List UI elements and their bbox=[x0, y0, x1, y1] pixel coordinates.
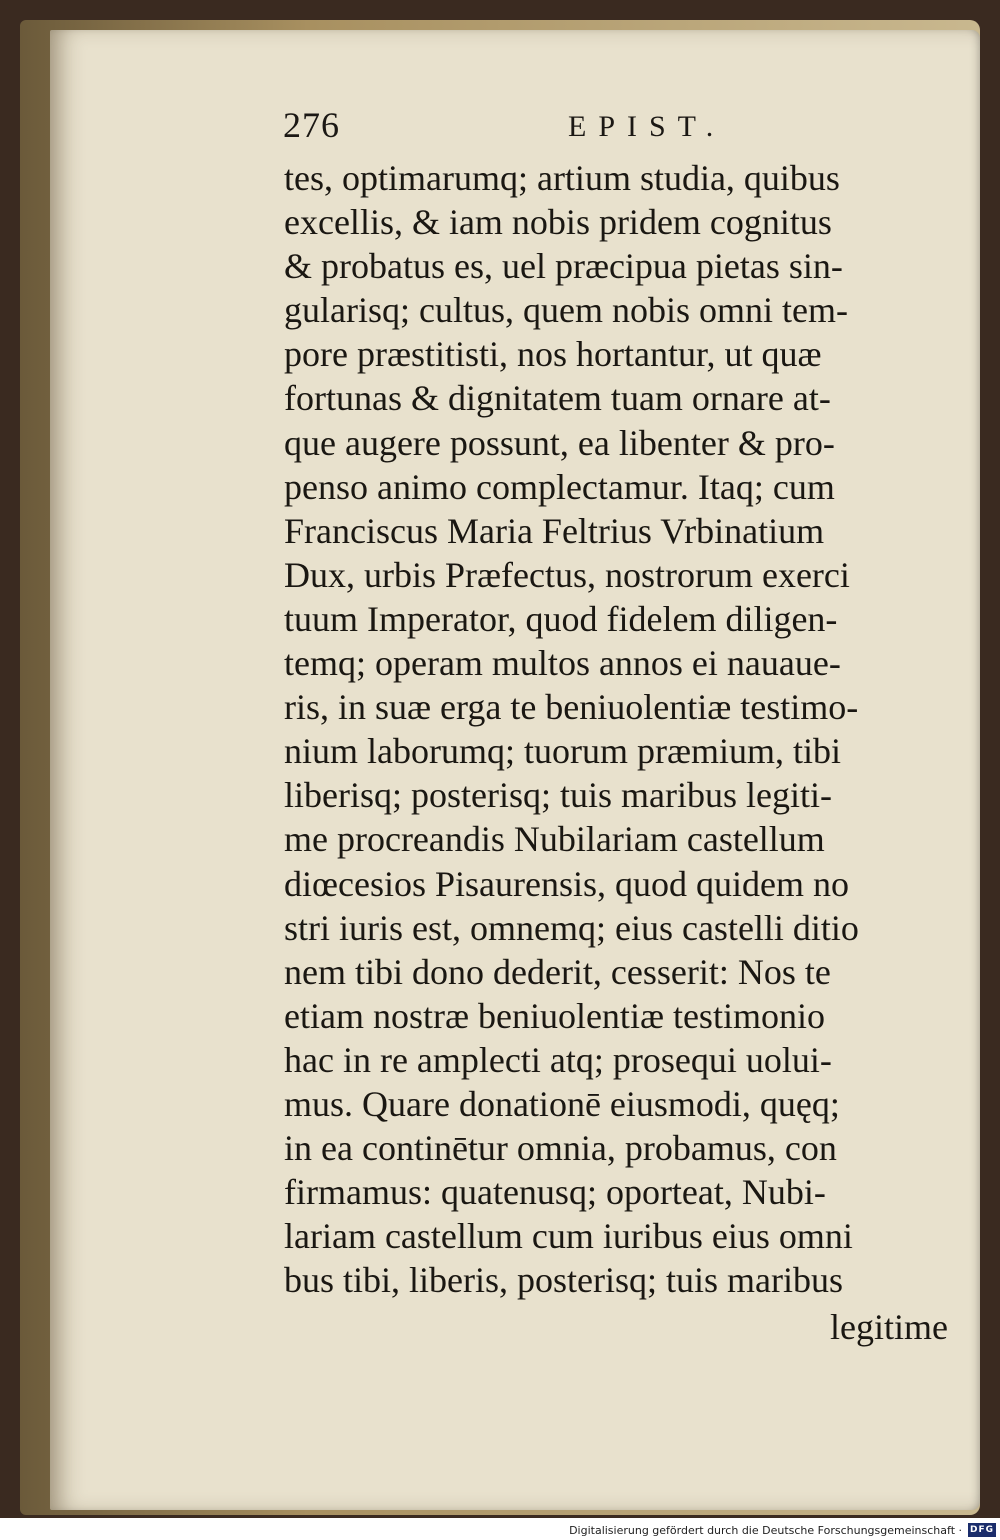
text-line: in ea continētur omnia, probamus, con bbox=[284, 1128, 837, 1169]
page-number: 276 bbox=[283, 105, 340, 145]
text-line: Franciscus Maria Feltrius Vrbinatium bbox=[284, 510, 825, 551]
text-line: nium laborumq; tuorum præmium, tibi bbox=[284, 731, 841, 772]
text-line: stri iuris est, omnemq; eius castelli ditio bbox=[284, 907, 859, 948]
text-line: nem tibi dono dederit, cesserit: Nos te bbox=[284, 951, 831, 992]
text-line: tuum Imperator, quod fidelem diligen- bbox=[284, 598, 838, 639]
text-line: etiam nostræ beniuolentiæ testimonio bbox=[284, 995, 825, 1036]
text-line: mus. Quare donationē eiusmodi, quęq; bbox=[284, 1083, 840, 1124]
text-line: gularisq; cultus, quem nobis omni tem- bbox=[284, 290, 848, 331]
text-line: que augere possunt, ea libenter & pro- bbox=[284, 422, 835, 463]
dfg-logo-icon: DFG bbox=[969, 1525, 994, 1535]
text-line: lariam castellum cum iuribus eius omni bbox=[284, 1216, 853, 1257]
running-head: EPIST. bbox=[568, 110, 726, 143]
text-line: temq; operam multos annos ei nauaue- bbox=[284, 643, 841, 684]
text-line: pore præstitisti, nos hortantur, ut quæ bbox=[284, 334, 822, 375]
text-line: ris, in suæ erga te beniuolentiæ testimo- bbox=[284, 687, 859, 728]
text-line: me procreandis Nubilariam castellum bbox=[284, 819, 825, 860]
text-line: Dux, urbis Præfectus, nostrorum exerci bbox=[284, 554, 850, 595]
text-line: firmamus: quatenusq; oporteat, Nubi- bbox=[284, 1172, 826, 1213]
text-line: hac in re amplecti atq; prosequi uolui- bbox=[284, 1039, 832, 1080]
text-line: fortunas & dignitatem tuam ornare at- bbox=[284, 378, 831, 419]
footer-strip bbox=[0, 1518, 1000, 1540]
text-line: liberisq; posterisq; tuis maribus legiti- bbox=[284, 775, 832, 816]
body-text bbox=[284, 156, 974, 1302]
digitization-credit: Digitalisierung gefördert durch die Deutsche Forschungsgemeinschaft · bbox=[569, 1524, 962, 1537]
text-line: & probatus es, uel præcipua pietas sin- bbox=[284, 246, 843, 287]
text-line: bus tibi, liberis, posterisq; tuis maribus bbox=[284, 1260, 843, 1301]
page-header bbox=[0, 104, 1000, 154]
text-line: penso animo complectamur. Itaq; cum bbox=[284, 466, 835, 507]
catchword: legitime bbox=[830, 1307, 948, 1347]
text-line: diœcesios Pisaurensis, quod quidem no bbox=[284, 863, 849, 904]
text-line: excellis, & iam nobis pridem cognitus bbox=[284, 202, 832, 243]
text-line: tes, optimarumq; artium studia, quibus bbox=[284, 158, 840, 198]
